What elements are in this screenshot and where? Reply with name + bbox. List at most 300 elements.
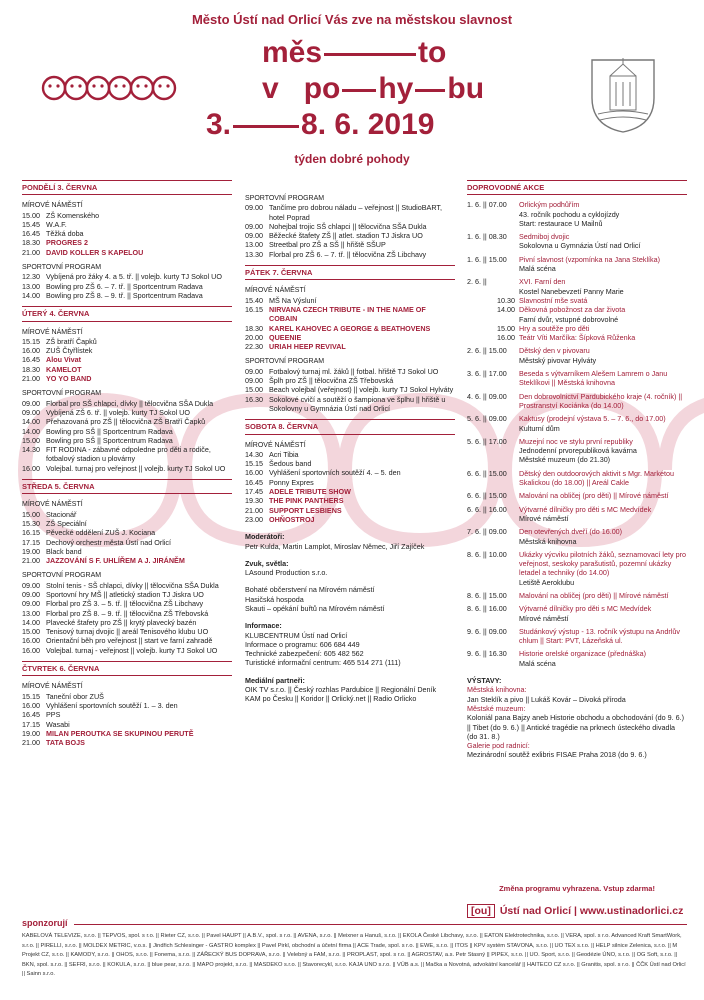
event-time: 23.00 bbox=[245, 514, 263, 524]
event-time: 14.00 bbox=[22, 426, 40, 436]
event-row bbox=[22, 519, 232, 528]
event-row bbox=[245, 478, 455, 487]
event-time: 09.00 bbox=[22, 599, 40, 609]
event-detail: Farní dvůr, vstupné dobrovolné bbox=[519, 314, 619, 324]
event-name: Malování na obličej (pro děti) || Mírové náměstí bbox=[519, 491, 669, 501]
event-row bbox=[22, 248, 232, 257]
event-name: Děkovná pobožnost za dar života bbox=[519, 305, 626, 315]
event-time: 16.00 bbox=[22, 636, 40, 646]
event-row bbox=[245, 250, 455, 259]
day-heading: ČTVRTEK 6. ČERVNA bbox=[22, 661, 232, 676]
event-detail: Letiště Aeroklubu bbox=[519, 577, 575, 587]
event-date-time: 8. 6. || 16.00 bbox=[467, 604, 507, 614]
event-time: 20.00 bbox=[245, 332, 263, 342]
event-row bbox=[22, 436, 232, 445]
info-heading: Informace: bbox=[245, 621, 282, 631]
info-line: LAsound Production s.r.o. bbox=[245, 568, 328, 578]
accompanying-event bbox=[467, 255, 687, 264]
event-name: Acri Tibia bbox=[269, 449, 299, 459]
section-heading: DOPROVODNÉ AKCE bbox=[467, 180, 687, 195]
event-time: 15.15 bbox=[22, 336, 40, 346]
event-time: 18.30 bbox=[22, 238, 40, 248]
event-time: 15.15 bbox=[245, 459, 263, 469]
event-detail: Start: restaurace U Mailnů bbox=[519, 218, 603, 228]
event-row bbox=[22, 729, 232, 738]
event-name: Plavecké štafety pro ZŠ || krytý plavecký bazén bbox=[46, 617, 197, 627]
accompanying-event bbox=[467, 505, 687, 514]
event-row bbox=[245, 342, 455, 351]
info-block bbox=[245, 676, 455, 704]
title-v: v bbox=[262, 72, 279, 105]
event-date-time: 2. 6. || 15.00 bbox=[467, 346, 507, 356]
event-time: 13.00 bbox=[22, 608, 40, 618]
accompanying-event bbox=[467, 437, 687, 446]
venue-heading: SPORTOVNÍ PROGRAM bbox=[245, 358, 325, 366]
event-name: KAREL KAHOVEC A GEORGE & BEATHOVENS bbox=[269, 323, 431, 333]
event-date-time: 5. 6. || 17.00 bbox=[467, 436, 507, 446]
event-time: 21.00 bbox=[22, 247, 40, 257]
event-time: 14.30 bbox=[22, 445, 40, 455]
event-name: Orlickým podhůřím bbox=[519, 200, 580, 210]
event-name: Vybíjená pro žáky 4. a 5. tř. || volejb. kurty TJ Sokol UO bbox=[46, 272, 222, 282]
event-name: Beseda s výtvarníkem Alešem Lamrem o Janu Steklíkovi || Městská knihovna bbox=[519, 369, 668, 388]
event-row bbox=[245, 385, 455, 394]
event-row bbox=[245, 240, 455, 249]
event-name: Bowling pro SŠ || Sportcentrum Radava bbox=[46, 435, 173, 445]
event-name: Den otevřených dveří (do 16.00) bbox=[519, 527, 623, 537]
event-time: 09.00 bbox=[22, 407, 40, 417]
event-time: 09.00 bbox=[22, 398, 40, 408]
event-name: TATA BOJS bbox=[46, 738, 85, 748]
event-time: 09.00 bbox=[245, 376, 263, 386]
event-name: Pivní slavnost (vzpomínka na Jana Steklíka) bbox=[519, 254, 661, 264]
info-line: KLUBCENTRUM Ústí nad Orlicí bbox=[245, 630, 348, 640]
info-line: Informace o programu: 606 684 449 bbox=[245, 639, 360, 649]
event-time: 09.00 bbox=[245, 221, 263, 231]
venue-heading: MÍROVÉ NÁMĚSTÍ bbox=[22, 202, 83, 210]
program-column-2 bbox=[245, 180, 455, 704]
event-time: 16.15 bbox=[22, 528, 40, 538]
event-name: PROGRES 2 bbox=[46, 238, 88, 248]
event-name: SUPPORT LESBIENS bbox=[269, 505, 342, 515]
event-name: Tenisový turnaj dvojic || areál Tenisového klubu UO bbox=[46, 627, 209, 637]
event-row bbox=[22, 464, 232, 473]
event-time: 16.30 bbox=[245, 394, 263, 404]
event-name: Vyhlášení sportovních soutěží 1. – 3. den bbox=[46, 700, 178, 710]
event-row bbox=[245, 203, 455, 222]
event-row bbox=[245, 459, 455, 468]
event-date-time: 4. 6. || 09.00 bbox=[467, 391, 507, 401]
info-block bbox=[245, 559, 455, 578]
event-time: 16.45 bbox=[22, 710, 40, 720]
event-time: 13.00 bbox=[245, 240, 263, 250]
event-row bbox=[245, 296, 455, 305]
event-row bbox=[245, 515, 455, 524]
title-bu: bu bbox=[447, 72, 485, 105]
event-name: Stacionář bbox=[46, 509, 77, 519]
event-row bbox=[245, 450, 455, 459]
event-name: Bowling pro SŠ || Sportcentrum Radava bbox=[46, 426, 173, 436]
event-name: ADELE TRIBUTE SHOW bbox=[269, 487, 351, 497]
event-row bbox=[22, 636, 232, 645]
day-heading: STŘEDA 5. ČERVNA bbox=[22, 479, 232, 494]
event-date-time: 8. 6. || 15.00 bbox=[467, 590, 507, 600]
exhibitions bbox=[467, 676, 687, 760]
event-time: 21.00 bbox=[22, 738, 40, 748]
event-row bbox=[245, 496, 455, 505]
event-date-time: 6. 6. || 15.00 bbox=[467, 491, 507, 501]
day-heading: PONDĚLÍ 3. ČERVNA bbox=[22, 180, 232, 195]
venue-heading: MÍROVÉ NÁMĚSTÍ bbox=[245, 441, 306, 449]
title-start-date: 3. bbox=[206, 108, 232, 141]
event-time: 17.15 bbox=[22, 537, 40, 547]
event-time: 17.45 bbox=[245, 487, 263, 497]
city-name: Ústí nad Orlicí bbox=[499, 905, 572, 917]
event-name: Hry a soutěže pro děti bbox=[519, 323, 590, 333]
event-name: QUEENIE bbox=[269, 332, 302, 342]
subtitle: týden dobré pohody bbox=[294, 152, 410, 166]
event-name: Stolní tenis - SŠ chlapci, dívky || tělocvična SŠA Dukla bbox=[46, 580, 219, 590]
event-detail: Kulturní dům bbox=[519, 423, 560, 433]
event-detail: Městský pivovar Hylváty bbox=[519, 355, 597, 365]
info-block bbox=[245, 621, 455, 667]
event-time: 18.30 bbox=[22, 364, 40, 374]
event-name: Malování na obličej (pro děti) || Mírové náměstí bbox=[519, 590, 669, 600]
accompanying-event bbox=[467, 649, 687, 658]
event-row bbox=[22, 510, 232, 519]
event-row bbox=[22, 556, 232, 565]
event-time: 15.30 bbox=[22, 518, 40, 528]
event-time: 15.00 bbox=[22, 509, 40, 519]
event-name: Slavnostní mše svatá bbox=[519, 295, 588, 305]
info-line: Hasičská hospoda bbox=[245, 594, 304, 604]
event-name: ZŠ bratří Čapků bbox=[46, 336, 97, 346]
event-name: Volejbal. turnaj pro veřejnost || volejb. kurty TJ Sokol UO bbox=[46, 463, 226, 473]
event-detail: Městská knihovna bbox=[519, 536, 577, 546]
event-row bbox=[22, 374, 232, 383]
accompanying-event bbox=[467, 527, 687, 536]
event-time: 19.00 bbox=[22, 728, 40, 738]
event-time: 15.00 bbox=[245, 385, 263, 395]
exhibition-text: Mezinárodní soutěž exlibris FISAE Praha 2018 (do 9. 6.) bbox=[467, 750, 647, 760]
event-row bbox=[22, 238, 232, 247]
event-row bbox=[22, 408, 232, 417]
event-name: YO YO BAND bbox=[46, 374, 92, 384]
event-name: DAVID KOLLER S KAPELOU bbox=[46, 247, 144, 257]
event-row bbox=[245, 395, 455, 414]
event-name: Dětský den v pivovaru bbox=[519, 346, 590, 356]
event-name: Vybíjená ZŠ 6. tř. || volejb. kurty TJ Sokol UO bbox=[46, 407, 190, 417]
event-row bbox=[22, 417, 232, 426]
event-date-time: 2. 6. || bbox=[467, 277, 487, 287]
event-date-time: 14.00 bbox=[497, 305, 515, 315]
event-date-time: 1. 6. || 07.00 bbox=[467, 200, 507, 210]
event-name: Sokolové cvičí a soutěží o šampiona ve šplhu || hřiště u Sokolovny u Gymnázia Ústí nad Orlicí bbox=[269, 394, 446, 413]
title-po: po bbox=[303, 72, 341, 105]
event-name: Muzejní noc ve stylu první republiky bbox=[519, 436, 633, 446]
event-time: 16.00 bbox=[22, 346, 40, 356]
event-name: Florbal pro SŠ chlapci, dívky || tělocvična SŠA Dukla bbox=[46, 398, 214, 408]
event-name: URIAH HEEP REVIVAL bbox=[269, 342, 346, 352]
info-line: Petr Kulda, Martin Lamplot, Miroslav Němec, Jiří Zajíček bbox=[245, 541, 425, 551]
accompanying-event bbox=[467, 200, 687, 209]
accompanying-event bbox=[467, 232, 687, 241]
event-name: Orientační běh pro veřejnost || start ve farní zahradě bbox=[46, 636, 213, 646]
event-row bbox=[22, 272, 232, 281]
event-detail: Městské muzeum (do 21.30) bbox=[519, 455, 611, 465]
exhibition-venue: Galerie pod radnicí: bbox=[467, 741, 530, 751]
event-name: THE PINK PANTHERS bbox=[269, 496, 344, 506]
event-name: Tančíme pro dobrou náladu – veřejnost || StudioBART, hotel Poprad bbox=[269, 203, 443, 222]
info-block bbox=[245, 585, 455, 613]
event-date-time: 9. 6. || 09.00 bbox=[467, 626, 507, 636]
info-block bbox=[245, 532, 455, 551]
event-name: ZUŠ Čtyřlístek bbox=[46, 346, 93, 356]
accompanying-event bbox=[467, 296, 687, 305]
event-time: 14.00 bbox=[22, 617, 40, 627]
event-row bbox=[22, 627, 232, 636]
accompanying-event bbox=[467, 369, 687, 388]
event-name: Florbal pro ZŠ 8. – 9. tř. || tělocvična ZŠ Třebovská bbox=[46, 608, 209, 618]
event-name: PPS bbox=[46, 710, 61, 720]
event-time: 16.00 bbox=[22, 645, 40, 655]
event-time: 13.00 bbox=[22, 281, 40, 291]
info-line: Turistické informační centrum: 465 514 271 (111) bbox=[245, 658, 401, 668]
title-to: to bbox=[418, 36, 447, 69]
event-time: 18.30 bbox=[245, 323, 263, 333]
event-name: Ponny Expres bbox=[269, 477, 314, 487]
event-date-time: 7. 6. || 09.00 bbox=[467, 527, 507, 537]
event-row bbox=[22, 399, 232, 408]
event-name: JAZZOVÁNÍ S F. UHLÍŘEM A J. JIRÁNĚM bbox=[46, 556, 185, 566]
event-row bbox=[245, 506, 455, 515]
title-line-3 bbox=[206, 108, 434, 142]
event-name: Florbal pro ZŠ 6. – 7. tř. || tělocvična ZŠ Libchavy bbox=[269, 249, 427, 259]
event-row bbox=[245, 333, 455, 342]
event-name: Volejbal. turnaj - veřejnost || volejb. kurty TJ Sokol UO bbox=[46, 645, 218, 655]
event-name: Kaktusy (prodejní výstava 5. – 7. 6., do 17.00) bbox=[519, 414, 666, 424]
sport-program-continued bbox=[245, 194, 455, 259]
event-row bbox=[22, 590, 232, 599]
event-time: 12.30 bbox=[22, 272, 40, 282]
title-mes: měs bbox=[262, 36, 323, 69]
event-detail: Mírové náměstí bbox=[519, 513, 569, 523]
event-date-time: 1. 6. || 15.00 bbox=[467, 254, 507, 264]
event-time: 19.30 bbox=[245, 496, 263, 506]
sponsors-list: KABELOVÁ TELEVIZE, s.r.o. || TEPVOS, spol. s r.o. || Rieter CZ, s.r.o. || Pavel HAUPT || A.B.V., spol. s r.o. || AVENA, s.r.o. || Meixner a Hanuš, s.r.o. || EKOLA České Libchavy, s.r.o. || EATON Elektrotechnika, s.r.o. || VERA, spol. s r.o. Advanced Kraft SmartWork, s.r.o. || PIRELLI, s.r.o. || MOLDEX METRIC, v.o.s. || Jindřich Schlesinger - GASTRO komplex || Pavel Pirkl, obchodní a účetní firma || ACE Trade, spol. s r.o. || EWE, s.r.o. || ITOS || KPV systém STAVONA, s.r.o. || UO TEX s.r.o. || HELP silnice Zelenica, s.r.o. || M Projekt CZ, s.r.o. || KAMODY, s.r.o. || OHOS, s.r.o. || Fonema, s.r.o. || ZÁŘECKÝ BUS DOPRAVA, s.r.o. || Velebný a FAM, s.r.o. || PROPLAST, spol. s r.o. || AGROSTAV, a.s. Petr Stasný || PIPEX, s.r.o. || UO. Sport, s.r.o. || Geodézie ÚNO, s.r.o. || OG Soft, s.r.o. || BKN, spol. s.r.o. || SEFRI, s.r.o. || KOKULA, s.r.o. || blue pear, s.r.o. || MAPO projekt, s.r.o. || MASDEKO s.r.o. || Stavorecykl, s.r.o. KAJA UNO s.r.o. || VÚB a.s. || Mačka a Novotná, advokátní kancelář || HAITECO CZ s.r.o. || Granitis, spol. s r.o. || ČČK Ústí nad Orlicí || Sainn s.r.o. bbox=[22, 933, 686, 977]
event-time: 15.00 bbox=[22, 435, 40, 445]
exhibition-venue: Městská knihovna: bbox=[467, 685, 527, 695]
event-row bbox=[22, 692, 232, 701]
info-heading: Moderátoři: bbox=[245, 532, 285, 542]
invitation-line: Město Ústí nad Orlicí Vás zve na městskou slavnost bbox=[191, 12, 513, 27]
event-name: Vyhlášení sportovních soutěží 4. – 5. den bbox=[269, 468, 401, 478]
event-row bbox=[22, 581, 232, 590]
title-hy: hy bbox=[378, 72, 414, 105]
event-name: Taneční obor ZUŠ bbox=[46, 691, 104, 701]
event-row bbox=[22, 229, 232, 238]
event-row bbox=[22, 211, 232, 220]
event-name: Šedous band bbox=[269, 459, 312, 469]
event-row bbox=[22, 355, 232, 364]
accompanying-event bbox=[467, 491, 687, 500]
accompanying-event bbox=[467, 392, 687, 411]
event-name: Výtvarné dílničky pro děti s MC Medvídek bbox=[519, 504, 652, 514]
venue-heading: MÍROVÉ NÁMĚSTÍ bbox=[22, 501, 83, 509]
event-time: 16.00 bbox=[245, 468, 263, 478]
event-time: 09.00 bbox=[22, 580, 40, 590]
event-time: 16.45 bbox=[22, 355, 40, 365]
event-time: 19.00 bbox=[22, 546, 40, 556]
event-detail: 43. ročník pochodu a cyklojízdy bbox=[519, 209, 620, 219]
accompanying-event bbox=[467, 305, 687, 314]
event-name: Florbal pro ZŠ 3. – 5. tř. || tělocvična ZŠ Libchavy bbox=[46, 599, 204, 609]
event-time: 17.15 bbox=[22, 719, 40, 729]
event-row bbox=[22, 337, 232, 346]
event-name: MŠ Na Výsluní bbox=[269, 295, 317, 305]
event-row bbox=[245, 222, 455, 231]
event-row bbox=[245, 305, 455, 324]
event-date-time: 6. 6. || 16.00 bbox=[467, 504, 507, 514]
event-time: 16.45 bbox=[22, 229, 40, 239]
exhibition-text: Jan Steklík a pivo || Lukáš Kovár – Divoká příroda bbox=[467, 694, 626, 704]
event-row bbox=[22, 547, 232, 556]
event-name: Dětský den outdoorových aktivit s Mgr. Markétou Skalickou (do 18.00) || Areál Cakle bbox=[519, 468, 674, 488]
info-heading: Zvuk, světla: bbox=[245, 558, 289, 568]
event-date-time: 8. 6. || 10.00 bbox=[467, 549, 507, 559]
coat-of-arms-icon bbox=[588, 54, 658, 134]
event-name: Teátr Víti Marčíka: Šípková Růženka bbox=[519, 333, 636, 343]
event-row bbox=[245, 231, 455, 240]
event-time: 16.15 bbox=[245, 304, 263, 314]
event-name: OHŇOSTROJ bbox=[269, 514, 315, 524]
exhibition-text: Koloniál pana Bajzy aneb Historie obchodu a obchodování (do 9. 6.) || Tibet (do 9. 6.) || Antické tragédie na prknech ústeckého divadla (do 31. 8.) bbox=[467, 713, 684, 741]
info-heading: Mediální partneři: bbox=[245, 675, 305, 685]
event-time: 09.00 bbox=[245, 366, 263, 376]
event-name: ZŠ Komenského bbox=[46, 210, 100, 220]
event-name: Bowling pro ZŠ 8. – 9. tř. || Sportcentrum Radava bbox=[46, 290, 203, 300]
event-name: FIT RODINA - zábavné odpoledne pro děti a rodiče, fotbalový stadion u plovárny bbox=[46, 445, 211, 464]
event-name: Dechový orchestr města Ústí nad Orlicí bbox=[46, 537, 172, 547]
info-line: OIK TV s.r.o. || Český rozhlas Pardubice || Regionální Deník bbox=[245, 685, 437, 695]
venue-heading: MÍROVÉ NÁMĚSTÍ bbox=[22, 328, 83, 336]
event-time: 14.00 bbox=[22, 290, 40, 300]
accompanying-event bbox=[467, 324, 687, 333]
event-detail: Malá scéna bbox=[519, 264, 556, 274]
event-row bbox=[245, 376, 455, 385]
venue-heading: SPORTOVNÍ PROGRAM bbox=[245, 195, 325, 202]
event-time: 21.00 bbox=[22, 374, 40, 384]
info-line: Technické zabezpečení: 605 482 562 bbox=[245, 649, 364, 659]
event-name: Fotbalový turnaj ml. žáků || fotbal. hřiště TJ Sokol UO bbox=[269, 366, 439, 376]
event-time: 15.00 bbox=[22, 210, 40, 220]
accompanying-event bbox=[467, 333, 687, 342]
event-name: Studánkový výstup - 13. ročník výstupu na Andrlův chlum || Start: PVT, Lázeňská ul. bbox=[519, 626, 681, 646]
event-date-time: 5. 6. || 09.00 bbox=[467, 414, 507, 424]
event-row bbox=[245, 367, 455, 376]
event-time: 15.45 bbox=[22, 219, 40, 229]
accompanying-event bbox=[467, 277, 687, 286]
event-name: Black band bbox=[46, 546, 82, 556]
event-time: 21.00 bbox=[22, 556, 40, 566]
accompanying-event bbox=[467, 414, 687, 423]
event-row bbox=[22, 738, 232, 747]
event-name: Ukázky výcviku pilotních žáků, seznamovací lety pro veřejnost, seskoky parašutistů, pozemní ukázky letadel a techniky (do 14.00) bbox=[519, 549, 686, 578]
event-time: 09.00 bbox=[245, 203, 263, 213]
day-heading: PÁTEK 7. ČERVNA bbox=[245, 265, 455, 280]
city-brand bbox=[467, 905, 571, 917]
exhibition-venue: Městské muzeum: bbox=[467, 703, 526, 713]
title-dash bbox=[415, 89, 445, 92]
event-name: Výtvarné dílničky pro děti s MC Medvídek bbox=[519, 604, 652, 614]
city-website-link[interactable]: | www.ustinadorlici.cz bbox=[574, 905, 684, 917]
accompanying-event bbox=[467, 627, 687, 646]
event-time: 22.30 bbox=[245, 342, 263, 352]
event-name: XVI. Farní den bbox=[519, 277, 566, 287]
event-time: 16.45 bbox=[245, 477, 263, 487]
event-row bbox=[245, 324, 455, 333]
event-date-time: 3. 6. || 17.00 bbox=[467, 369, 507, 379]
event-row bbox=[22, 599, 232, 608]
event-time: 14.30 bbox=[245, 449, 263, 459]
event-name: Běžecké štafety ZŠ || atlet. stadion TJ Jiskra UO bbox=[269, 231, 423, 241]
event-time: 09.00 bbox=[245, 231, 263, 241]
event-name: Beach volejbal (veřejnost) || volejb. kurty TJ Sokol Hylváty bbox=[269, 385, 454, 395]
event-name: Streetbal pro ZŠ a SŠ || hřiště SŠUP bbox=[269, 240, 386, 250]
title-dash bbox=[324, 53, 416, 56]
event-date-time: 9. 6. || 16.30 bbox=[467, 649, 507, 659]
event-detail: Sokolovna u Gymnázia Ústí nad Orlicí bbox=[519, 241, 641, 251]
info-line: Skauti – opékání buřtů na Mírovém náměstí bbox=[245, 603, 385, 613]
sponsors-label bbox=[22, 918, 74, 928]
event-name: Bowling pro ZŠ 6. – 7. tř. || Sportcentrum Radava bbox=[46, 281, 203, 291]
event-date-time: 6. 6. || 15.00 bbox=[467, 468, 507, 478]
event-row bbox=[22, 282, 232, 291]
event-row bbox=[22, 528, 232, 537]
venue-heading: SPORTOVNÍ PROGRAM bbox=[22, 390, 102, 398]
info-line: Bohaté občerstvení na Mírovém náměstí bbox=[245, 585, 375, 595]
info-line: KAM po Česku || Koridor || Orlický.net || Radio Orlicko bbox=[245, 694, 417, 704]
event-name: Přehazovaná pro ZŠ || tělocvična ZŠ Bratří Čapků bbox=[46, 417, 206, 427]
event-time: 16.00 bbox=[22, 463, 40, 473]
city-logo-icon: [ou] bbox=[467, 904, 495, 918]
event-row bbox=[22, 365, 232, 374]
title-line-2 bbox=[262, 72, 484, 106]
event-detail: Mírové náměstí bbox=[519, 613, 569, 623]
event-time: 15.15 bbox=[22, 691, 40, 701]
program-column-1 bbox=[22, 180, 232, 747]
event-row bbox=[22, 538, 232, 547]
title-dash bbox=[233, 125, 299, 128]
event-time: 15.40 bbox=[245, 295, 263, 305]
accompanying-event bbox=[467, 604, 687, 613]
event-name: W.A.F. bbox=[46, 219, 67, 229]
event-row bbox=[22, 646, 232, 655]
day-heading: ÚTERÝ 4. ČERVNA bbox=[22, 306, 232, 321]
event-row bbox=[22, 445, 232, 464]
event-time: 14.00 bbox=[22, 417, 40, 427]
event-time: 21.00 bbox=[245, 505, 263, 515]
event-name: Sportovní hry MŠ || atletický stadion TJ Jiskra UO bbox=[46, 589, 204, 599]
venue-heading: MÍROVÉ NÁMĚSTÍ bbox=[245, 287, 306, 295]
event-name: Šplh pro ZŠ || tělocvična ZŠ Třebovská bbox=[269, 376, 394, 386]
event-row bbox=[245, 468, 455, 477]
event-name: Historie orelské organizace (přednáška) bbox=[519, 649, 647, 659]
event-row bbox=[22, 609, 232, 618]
event-date-time: 16.00 bbox=[497, 333, 515, 343]
event-time: 16.00 bbox=[22, 700, 40, 710]
event-name: Pěvecké oddělení ZUŠ J. Kociana bbox=[46, 528, 156, 538]
